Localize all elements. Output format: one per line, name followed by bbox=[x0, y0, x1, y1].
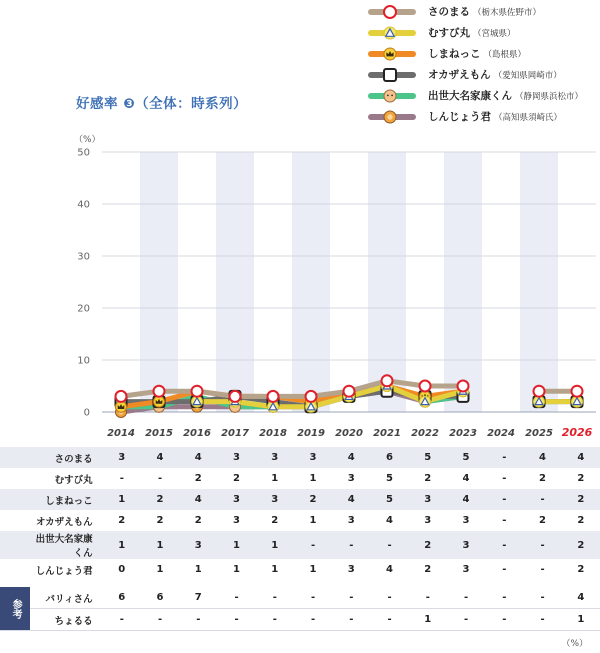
column-band bbox=[140, 152, 178, 412]
legend-series-place: （栃木県佐野市） bbox=[473, 8, 542, 18]
table-cell: 1 bbox=[409, 609, 447, 631]
table-cell: - bbox=[294, 609, 332, 631]
legend-series-name: さのまる bbox=[428, 6, 470, 18]
legend-label bbox=[428, 25, 516, 40]
table-cell: 4 bbox=[562, 587, 600, 609]
table-cell: - bbox=[409, 587, 447, 609]
table-cell: 2 bbox=[103, 510, 141, 531]
column-band bbox=[292, 152, 330, 412]
legend-label bbox=[428, 46, 526, 61]
table-cell: - bbox=[447, 587, 485, 609]
table-cell: 3 bbox=[256, 489, 294, 510]
table-cell: - bbox=[370, 531, 408, 559]
row-spacer bbox=[0, 489, 30, 510]
table-cell: 4 bbox=[179, 447, 217, 468]
table-row bbox=[0, 559, 600, 580]
data-point bbox=[192, 386, 203, 397]
table-cell: 2 bbox=[562, 510, 600, 531]
table-cell: 2 bbox=[141, 510, 179, 531]
table-cell: - bbox=[485, 531, 523, 559]
legend-label bbox=[428, 88, 583, 103]
legend-item bbox=[362, 109, 598, 130]
column-band bbox=[368, 152, 406, 412]
table-cell: 3 bbox=[409, 510, 447, 531]
table-cell: - bbox=[141, 468, 179, 489]
reference-label: 参考 bbox=[0, 587, 30, 631]
row-label: さのまる bbox=[30, 447, 102, 468]
table-cell: - bbox=[103, 609, 141, 631]
table-cell: - bbox=[256, 587, 294, 609]
data-point bbox=[458, 381, 469, 392]
table-cell: 2 bbox=[562, 468, 600, 489]
row-label: むすび丸 bbox=[30, 468, 102, 489]
x-tick-label: 2023 bbox=[449, 428, 477, 439]
legend-marker-icon bbox=[382, 88, 398, 104]
table-cell: 3 bbox=[217, 510, 255, 531]
legend bbox=[362, 4, 598, 130]
table-separator bbox=[0, 580, 600, 587]
table-cell: 1 bbox=[294, 510, 332, 531]
data-point bbox=[154, 386, 165, 397]
legend-item bbox=[362, 46, 598, 67]
legend-series-name: むすび丸 bbox=[428, 27, 470, 39]
legend-item bbox=[362, 88, 598, 109]
data-point bbox=[268, 391, 279, 402]
x-tick-label: 2017 bbox=[221, 428, 249, 439]
table-cell: 4 bbox=[447, 489, 485, 510]
table-cell: 1 bbox=[294, 468, 332, 489]
table-cell: - bbox=[141, 609, 179, 631]
data-point bbox=[382, 375, 393, 386]
y-tick-label: 50 bbox=[77, 147, 90, 159]
table-cell: - bbox=[523, 531, 561, 559]
x-tick-label: 2025 bbox=[525, 428, 553, 439]
data-point bbox=[230, 391, 241, 402]
legend-series-place: （宮城県） bbox=[473, 29, 516, 39]
table-cell: - bbox=[179, 609, 217, 631]
table-cell: 0 bbox=[103, 559, 141, 580]
x-tick-label: 2014 bbox=[107, 428, 135, 439]
legend-marker-icon bbox=[382, 67, 398, 83]
table-cell: - bbox=[217, 609, 255, 631]
y-tick-label: 20 bbox=[77, 303, 90, 315]
table-cell: - bbox=[294, 531, 332, 559]
table-cell: 3 bbox=[294, 447, 332, 468]
row-label: オカザえもん bbox=[30, 510, 102, 531]
table-cell: 3 bbox=[447, 531, 485, 559]
data-table bbox=[0, 447, 600, 631]
table-cell: 4 bbox=[370, 510, 408, 531]
legend-item bbox=[362, 4, 598, 25]
table-cell: - bbox=[485, 468, 523, 489]
table-cell: - bbox=[485, 609, 523, 631]
table-cell: - bbox=[332, 587, 370, 609]
table-cell: 4 bbox=[562, 447, 600, 468]
column-band bbox=[520, 152, 558, 412]
table-cell: 2 bbox=[141, 489, 179, 510]
table-cell: 2 bbox=[409, 559, 447, 580]
table-cell: - bbox=[485, 447, 523, 468]
table-cell: 1 bbox=[179, 559, 217, 580]
data-point bbox=[192, 396, 203, 407]
row-label: しまねっこ bbox=[30, 489, 102, 510]
x-tick-label: 2026 bbox=[561, 426, 593, 439]
table-cell: - bbox=[217, 587, 255, 609]
table-cell: - bbox=[332, 531, 370, 559]
table-cell: - bbox=[523, 587, 561, 609]
table-cell: 6 bbox=[141, 587, 179, 609]
table-row bbox=[0, 489, 600, 510]
table-cell: 1 bbox=[217, 531, 255, 559]
reference-row bbox=[0, 609, 600, 631]
row-spacer bbox=[0, 468, 30, 489]
table-cell: 2 bbox=[562, 489, 600, 510]
table-cell: 2 bbox=[409, 531, 447, 559]
column-band bbox=[216, 152, 254, 412]
data-point bbox=[306, 401, 317, 412]
table-row bbox=[0, 447, 600, 468]
table-cell: 3 bbox=[103, 447, 141, 468]
row-label: 出世大名家康くん bbox=[30, 531, 102, 559]
y-unit-label: （%） bbox=[74, 135, 101, 145]
table-cell: - bbox=[447, 609, 485, 631]
y-tick-label: 0 bbox=[83, 407, 90, 419]
legend-item bbox=[362, 67, 598, 88]
x-tick-label: 2024 bbox=[487, 428, 515, 439]
table-cell: 3 bbox=[447, 510, 485, 531]
table-cell: 2 bbox=[256, 510, 294, 531]
table-cell: 3 bbox=[332, 468, 370, 489]
table-cell: 3 bbox=[256, 447, 294, 468]
legend-marker-icon bbox=[382, 46, 398, 62]
table-cell: 1 bbox=[141, 531, 179, 559]
reference-row bbox=[0, 587, 600, 609]
table-cell: 2 bbox=[179, 468, 217, 489]
table-cell: 2 bbox=[523, 510, 561, 531]
x-tick-label: 2021 bbox=[373, 428, 401, 439]
table-cell: 1 bbox=[256, 559, 294, 580]
table-cell: 1 bbox=[103, 531, 141, 559]
table-cell: 6 bbox=[370, 447, 408, 468]
legend-marker-icon bbox=[382, 4, 398, 20]
legend-label bbox=[428, 67, 562, 82]
table-cell: 1 bbox=[256, 468, 294, 489]
table-cell: - bbox=[523, 609, 561, 631]
data-point bbox=[344, 386, 355, 397]
table-cell: 3 bbox=[179, 531, 217, 559]
table-cell: 2 bbox=[523, 468, 561, 489]
table-cell: - bbox=[485, 510, 523, 531]
table-cell: 3 bbox=[332, 510, 370, 531]
legend-series-name: オカザえもん bbox=[428, 69, 491, 81]
table-row bbox=[0, 468, 600, 489]
table-cell: 2 bbox=[562, 559, 600, 580]
table-cell: - bbox=[485, 489, 523, 510]
table-cell: - bbox=[485, 559, 523, 580]
legend-series-name: しまねっこ bbox=[428, 48, 481, 60]
table-cell: 1 bbox=[141, 559, 179, 580]
table-cell: 1 bbox=[256, 531, 294, 559]
data-point bbox=[534, 386, 545, 397]
table-cell: 1 bbox=[103, 489, 141, 510]
table-cell: 5 bbox=[370, 489, 408, 510]
y-tick-label: 10 bbox=[77, 355, 90, 367]
x-tick-label: 2020 bbox=[335, 428, 363, 439]
table-cell: 4 bbox=[179, 489, 217, 510]
data-point bbox=[572, 396, 583, 407]
legend-series-name: 出世大名家康くん bbox=[428, 90, 512, 102]
table-cell: 1 bbox=[294, 559, 332, 580]
table-cell: 2 bbox=[294, 489, 332, 510]
table-cell: 4 bbox=[447, 468, 485, 489]
row-spacer bbox=[0, 447, 30, 468]
data-point bbox=[420, 381, 431, 392]
data-point bbox=[306, 391, 317, 402]
table-row bbox=[0, 531, 600, 559]
data-point bbox=[154, 396, 165, 407]
table-cell: 5 bbox=[370, 468, 408, 489]
legend-marker-icon bbox=[382, 25, 398, 41]
legend-marker-icon bbox=[382, 109, 398, 125]
table-cell: 1 bbox=[217, 559, 255, 580]
row-spacer bbox=[0, 510, 30, 531]
table-cell: - bbox=[370, 587, 408, 609]
x-tick-label: 2016 bbox=[183, 428, 211, 439]
line-chart bbox=[0, 130, 600, 447]
table-cell: 3 bbox=[217, 489, 255, 510]
data-point bbox=[534, 396, 545, 407]
data-point bbox=[268, 401, 279, 412]
table-cell: 5 bbox=[409, 447, 447, 468]
table-cell: - bbox=[523, 559, 561, 580]
y-tick-label: 40 bbox=[77, 199, 90, 211]
table-cell: 2 bbox=[409, 468, 447, 489]
row-label: ちょるる bbox=[30, 609, 102, 631]
row-spacer bbox=[0, 531, 30, 559]
table-cell: - bbox=[103, 468, 141, 489]
table-cell: 2 bbox=[217, 468, 255, 489]
table-cell: 4 bbox=[523, 447, 561, 468]
table-cell: 6 bbox=[103, 587, 141, 609]
table-cell: 2 bbox=[562, 531, 600, 559]
table-row bbox=[0, 510, 600, 531]
row-label: バリィさん bbox=[30, 587, 102, 609]
data-point bbox=[572, 386, 583, 397]
data-point bbox=[116, 391, 127, 402]
x-tick-label: 2018 bbox=[259, 428, 287, 439]
x-tick-label: 2015 bbox=[145, 428, 173, 439]
table-cell: 5 bbox=[447, 447, 485, 468]
table-cell: - bbox=[256, 609, 294, 631]
legend-series-place: （愛知県岡崎市） bbox=[493, 71, 562, 81]
table-cell: 4 bbox=[370, 559, 408, 580]
table-unit-label: （%） bbox=[561, 639, 588, 649]
table-cell: - bbox=[294, 587, 332, 609]
table-cell: 3 bbox=[332, 559, 370, 580]
table-cell: 4 bbox=[332, 489, 370, 510]
data-point bbox=[420, 396, 431, 407]
legend-label bbox=[428, 4, 541, 19]
x-tick-label: 2019 bbox=[297, 428, 325, 439]
table-cell: 2 bbox=[179, 510, 217, 531]
legend-item bbox=[362, 25, 598, 46]
table-cell: - bbox=[485, 587, 523, 609]
column-band bbox=[444, 152, 482, 412]
table-cell: 4 bbox=[141, 447, 179, 468]
table-cell: 3 bbox=[409, 489, 447, 510]
x-tick-label: 2022 bbox=[411, 428, 439, 439]
table-cell: - bbox=[370, 609, 408, 631]
row-label: しんじょう君 bbox=[30, 559, 102, 580]
table-cell: 4 bbox=[332, 447, 370, 468]
table-cell: 1 bbox=[562, 609, 600, 631]
table-cell: 3 bbox=[217, 447, 255, 468]
table-cell: 7 bbox=[179, 587, 217, 609]
legend-series-name: しんじょう君 bbox=[428, 111, 491, 123]
row-spacer bbox=[0, 559, 30, 580]
table-cell: - bbox=[332, 609, 370, 631]
table-cell: 3 bbox=[447, 559, 485, 580]
y-tick-label: 30 bbox=[77, 251, 90, 263]
legend-label bbox=[428, 109, 562, 124]
legend-series-place: （静岡県浜松市） bbox=[515, 92, 584, 102]
legend-series-place: （島根県） bbox=[483, 50, 527, 60]
chart-title: 好感率 ❸（全体：時系列） bbox=[76, 96, 248, 112]
legend-series-place: （高知県須崎氏） bbox=[494, 113, 563, 123]
data-point bbox=[116, 401, 127, 412]
table-cell: - bbox=[523, 489, 561, 510]
